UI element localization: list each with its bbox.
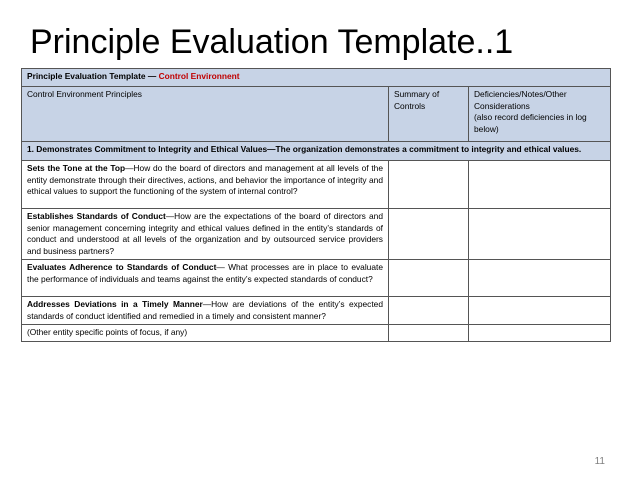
table-row — [22, 260, 611, 297]
table-row — [22, 297, 611, 325]
deficiencies-note: (also record deficiencies in log below) — [474, 112, 587, 134]
principle-statement-row — [22, 142, 611, 161]
point-of-focus-title: Establishes Standards of Conduct — [27, 211, 166, 221]
table-row — [22, 161, 611, 209]
summary-cell[interactable] — [389, 297, 469, 325]
point-of-focus-text: —How are the expectations of the board of directors and senior management concerning integrity and ethical values defined in the entity’s standards of conduct and understood at all levels of the organization and by outsourced service providers and business partners? — [27, 211, 383, 256]
table-header-cell — [22, 69, 611, 87]
point-of-focus-cell — [22, 260, 389, 297]
column-header-summary: Summary of Controls — [389, 87, 469, 142]
table-header-row — [22, 69, 611, 87]
point-of-focus-text: — What processes are in place to evaluate the performance of individuals and teams against the entity’s expected standards of conduct? — [27, 262, 383, 284]
page-number: 11 — [594, 456, 605, 467]
column-header-principles: Control Environment Principles — [22, 87, 389, 142]
column-header-row — [22, 87, 611, 142]
template-header-label: Principle Evaluation Template — — [27, 71, 159, 81]
point-of-focus-title: Evaluates Adherence to Standards of Conduct — [27, 262, 217, 272]
point-of-focus-cell — [22, 325, 389, 342]
deficiencies-cell[interactable] — [469, 260, 611, 297]
deficiencies-cell[interactable] — [469, 325, 611, 342]
table-row — [22, 209, 611, 260]
point-of-focus-text: —How do the board of directors and management at all levels of the entity demonstrate through their directives, actions, and behavior the importance of integrity and ethical values to support the functioning of the system of internal control? — [27, 163, 383, 196]
column-header-deficiencies — [469, 87, 611, 142]
point-of-focus-text: (Other entity specific points of focus, if any) — [27, 327, 188, 337]
deficiencies-cell[interactable] — [469, 209, 611, 260]
summary-cell[interactable] — [389, 209, 469, 260]
deficiencies-label: Deficiencies/Notes/Other Considerations — [474, 89, 567, 111]
point-of-focus-title: Addresses Deviations in a Timely Manner — [27, 299, 203, 309]
deficiencies-cell[interactable] — [469, 297, 611, 325]
deficiencies-cell[interactable] — [469, 161, 611, 209]
point-of-focus-cell — [22, 209, 389, 260]
slide-title: Principle Evaluation Template..1 — [30, 23, 514, 61]
summary-cell[interactable] — [389, 161, 469, 209]
point-of-focus-cell — [22, 297, 389, 325]
summary-cell[interactable] — [389, 260, 469, 297]
point-of-focus-text: —How are deviations of the entity’s expected standards of conduct identified and remedied in a timely and consistent manner? — [27, 299, 383, 321]
principle-statement: 1. Demonstrates Commitment to Integrity and Ethical Values—The organization demonstrates a commitment to integrity and ethical values. — [22, 142, 611, 161]
point-of-focus-cell — [22, 161, 389, 209]
table-row — [22, 325, 611, 342]
principle-evaluation-table — [21, 68, 611, 342]
point-of-focus-title: Sets the Tone at the Top — [27, 163, 126, 173]
summary-cell[interactable] — [389, 325, 469, 342]
component-name: Control Environnent — [158, 71, 240, 81]
